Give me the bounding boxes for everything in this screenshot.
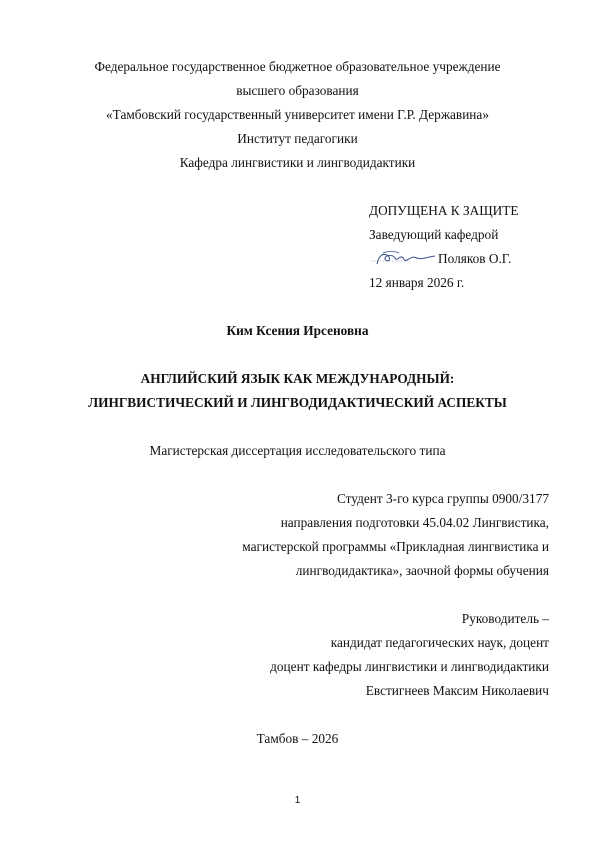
approval-name: Поляков О.Г. — [438, 251, 512, 266]
page-number: 1 — [294, 795, 301, 806]
supervisor-line-1: Руководитель – — [461, 611, 549, 626]
approval-date: 12 января 2026 г. — [369, 275, 465, 290]
city-year: Тамбов – 2026 — [256, 731, 339, 746]
approval-status: ДОПУЩЕНА К ЗАЩИТЕ — [369, 203, 519, 218]
title-line-2: ЛИНГВИСТИЧЕСКИЙ И ЛИНГВОДИДАКТИЧЕСКИЙ АСПЕКТЫ — [88, 395, 507, 410]
header-line-2: высшего образования — [236, 83, 359, 98]
header-line-1: Федеральное государственное бюджетное образовательное учреждение — [94, 59, 501, 74]
author-name: Ким Ксения Ирсеновна — [226, 323, 369, 338]
header-line-5: Кафедра лингвистики и лингводидактики — [179, 155, 416, 170]
student-line-2: направления подготовки 45.04.02 Лингвистика, — [280, 515, 549, 530]
supervisor-line-4: Евстигнеев Максим Николаевич — [365, 683, 549, 698]
student-line-4: лингводидактика», заочной формы обучения — [295, 563, 549, 578]
student-line-3: магистерской программы «Прикладная лингвистика и — [242, 539, 549, 554]
work-type: Магистерская диссертация исследовательского типа — [149, 443, 446, 458]
supervisor-line-3: доцент кафедры лингвистики и лингводидактики — [270, 659, 549, 674]
supervisor-line-2: кандидат педагогических наук, доцент — [330, 635, 549, 650]
approval-role: Заведующий кафедрой — [369, 227, 499, 242]
signature-icon — [369, 248, 439, 268]
header-line-4: Институт педагогики — [237, 131, 358, 146]
header-line-3: «Тамбовский государственный университет имени Г.Р. Державина» — [106, 107, 489, 122]
title-line-1: АНГЛИЙСКИЙ ЯЗЫК КАК МЕЖДУНАРОДНЫЙ: — [140, 371, 455, 386]
student-line-1: Студент 3-го курса группы 0900/3177 — [336, 491, 549, 506]
